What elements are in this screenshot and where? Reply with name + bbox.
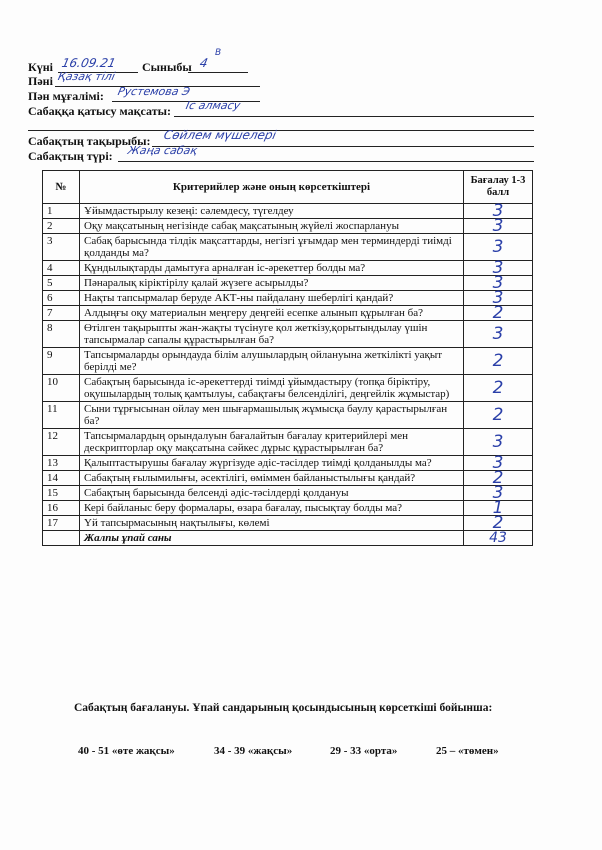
row-score: 3 bbox=[464, 429, 533, 456]
criteria-rows bbox=[43, 201, 533, 533]
row-criterion: Кері байланыс беру формалары, өзара бағалау, пысықтау болды ма? bbox=[80, 501, 464, 516]
row-number: 8 bbox=[43, 321, 80, 348]
row-score: 2 bbox=[464, 402, 533, 429]
goal-value: Іс алмасу bbox=[184, 99, 242, 112]
class-line bbox=[188, 60, 248, 73]
date-label: Күні bbox=[28, 60, 53, 74]
row-score: 3 bbox=[464, 321, 533, 348]
row-number: 16 bbox=[43, 501, 80, 516]
subject-value: Қазақ тілі bbox=[56, 70, 117, 83]
row-score: 2 bbox=[464, 471, 533, 486]
col-num-header: № bbox=[43, 171, 80, 204]
subject-label: Пәні bbox=[28, 74, 53, 88]
row-number: 2 bbox=[43, 219, 80, 234]
table-row bbox=[43, 234, 533, 261]
table-row bbox=[43, 348, 533, 375]
teacher-label: Пән мұғалімі: bbox=[28, 89, 104, 103]
col-criteria-header: Критерийлер және оның көрсеткіштері bbox=[80, 171, 464, 204]
class-letter: В bbox=[215, 48, 222, 58]
total-label: Жалпы ұпай саны bbox=[80, 531, 464, 546]
row-number: 9 bbox=[43, 348, 80, 375]
row-score: 2 bbox=[464, 375, 533, 402]
table-row bbox=[43, 516, 533, 531]
row-criterion: Алдыңғы оқу материалын меңгеру деңгейі есепке алынып құрылған ба? bbox=[80, 306, 464, 321]
row-criterion: Тапсырмаларды орындауда білім алушылардың ойлануына жеткілікті уақыт берілді ме? bbox=[80, 348, 464, 375]
criteria-table bbox=[42, 170, 533, 546]
table-row bbox=[43, 375, 533, 402]
goal-extra-line bbox=[28, 118, 534, 131]
row-score: 3 bbox=[464, 219, 533, 234]
table-row bbox=[43, 321, 533, 348]
row-criterion: Пәнаралық кіріктірілу қалай жүзеге асырылды? bbox=[80, 276, 464, 291]
grade-low: 25 – «төмен» bbox=[436, 745, 499, 757]
row-score: 3 bbox=[464, 234, 533, 261]
row-criterion: Тапсырмалардың орындалуын бағалайтын бағалау критерийлері мен дескрипторлар оқу мақсатына сәйкес дұрыс құрастырылған ба? bbox=[80, 429, 464, 456]
row-criterion: Үй тапсырмасының нақтылығы, көлемі bbox=[80, 516, 464, 531]
row-score: 3 bbox=[464, 291, 533, 306]
row-number: 6 bbox=[43, 291, 80, 306]
row-score: 2 bbox=[464, 348, 533, 375]
topic-value: Сөйлем мүшелері bbox=[162, 128, 278, 142]
table-row bbox=[43, 261, 533, 276]
row-criterion: Қалыптастырушы бағалау жүргізуде әдіс-тәсілдер тиімді қолданылды ма? bbox=[80, 456, 464, 471]
row-score: 3 bbox=[464, 276, 533, 291]
table-row bbox=[43, 204, 533, 219]
row-criterion: Құндылықтарды дамытуға арналған іс-әрекеттер болды ма? bbox=[80, 261, 464, 276]
grade-average: 29 - 33 «орта» bbox=[330, 745, 398, 757]
row-number: 4 bbox=[43, 261, 80, 276]
row-score: 3 bbox=[464, 261, 533, 276]
row-number: 17 bbox=[43, 516, 80, 531]
row-number: 3 bbox=[43, 234, 80, 261]
date-value: 16.09.21 bbox=[60, 56, 117, 70]
table-row bbox=[43, 471, 533, 486]
goal-label: Сабаққа қатысу мақсаты: bbox=[28, 104, 171, 118]
grade-good: 34 - 39 «жақсы» bbox=[214, 745, 293, 757]
row-criterion: Сабақтың ғылымилығы, әсектілігі, өміммен байланыстылығы қандай? bbox=[80, 471, 464, 486]
row-number: 7 bbox=[43, 306, 80, 321]
table-row bbox=[43, 306, 533, 321]
grading-title: Сабақтың бағалануы. Ұпай сандарының қосындысының көрсеткіші бойынша: bbox=[74, 702, 493, 714]
class-value: 4 bbox=[198, 56, 210, 70]
topic-label: Сабақтың тақырыбы: bbox=[28, 134, 151, 148]
row-number: 11 bbox=[43, 402, 80, 429]
row-score: 1 bbox=[464, 501, 533, 516]
teacher-value: Рустемова Э bbox=[116, 85, 192, 98]
table-row bbox=[43, 402, 533, 429]
row-score: 3 bbox=[464, 456, 533, 471]
row-criterion: Сабақ барысында тілдік мақсаттарды, негізгі ұғымдар мен терминдерді тиімді қолданды ма? bbox=[80, 234, 464, 261]
col-score-header: Бағалау 1-3 балл bbox=[464, 171, 533, 204]
grade-excellent: 40 - 51 «өте жақсы» bbox=[78, 745, 175, 757]
row-criterion: Ұйымдастырылу кезеңі: сәлемдесу, түгелдеу bbox=[80, 204, 464, 219]
row-criterion: Сабақтың барысында іс-әрекеттерді тиімді ұйымдастыру (топқа біріктіру, оқушылардың толық қамтылуы, сабақтағы белсенділігі, деңгейлік жұмыстар) bbox=[80, 375, 464, 402]
table-row bbox=[43, 291, 533, 306]
row-score: 3 bbox=[464, 486, 533, 501]
row-number: 5 bbox=[43, 276, 80, 291]
row-criterion: Сабақтың барысында белсенді әдіс-тәсілдерді қолдануы bbox=[80, 486, 464, 501]
row-number: 1 bbox=[43, 204, 80, 219]
table-row bbox=[43, 486, 533, 501]
table-row bbox=[43, 219, 533, 234]
row-number: 15 bbox=[43, 486, 80, 501]
row-criterion: Оқу мақсатының негізінде сабақ мақсатының жүйелі жоспарлануы bbox=[80, 219, 464, 234]
row-number: 14 bbox=[43, 471, 80, 486]
table-header-row bbox=[43, 171, 533, 204]
total-value: 43 bbox=[464, 531, 533, 546]
row-number: 13 bbox=[43, 456, 80, 471]
row-criterion: Өтілген тақырыпты жан-жақты түсінуге қол жеткізу,қорытындылау үшін тапсырмалар сапалы құрастырылған ба? bbox=[80, 321, 464, 348]
table-row bbox=[43, 501, 533, 516]
total-num-cell bbox=[43, 531, 80, 546]
row-criterion: Нақты тапсырмалар беруде АКТ-ны пайдалану шеберлігі қандай? bbox=[80, 291, 464, 306]
type-value: Жаңа сабақ bbox=[126, 144, 199, 157]
class-label: Сыныбы bbox=[142, 60, 192, 74]
row-score: 2 bbox=[464, 516, 533, 531]
table-row bbox=[43, 429, 533, 456]
total-row bbox=[43, 531, 533, 546]
row-number: 10 bbox=[43, 375, 80, 402]
table-row bbox=[43, 456, 533, 471]
row-criterion: Сыни тұрғысынан ойлау мен шығармашылық жұмысқа баулу қарастырылған ба? bbox=[80, 402, 464, 429]
row-score: 3 bbox=[464, 204, 533, 219]
row-number: 12 bbox=[43, 429, 80, 456]
type-label: Сабақтың түрі: bbox=[28, 149, 113, 163]
table-row bbox=[43, 276, 533, 291]
row-score: 2 bbox=[464, 306, 533, 321]
